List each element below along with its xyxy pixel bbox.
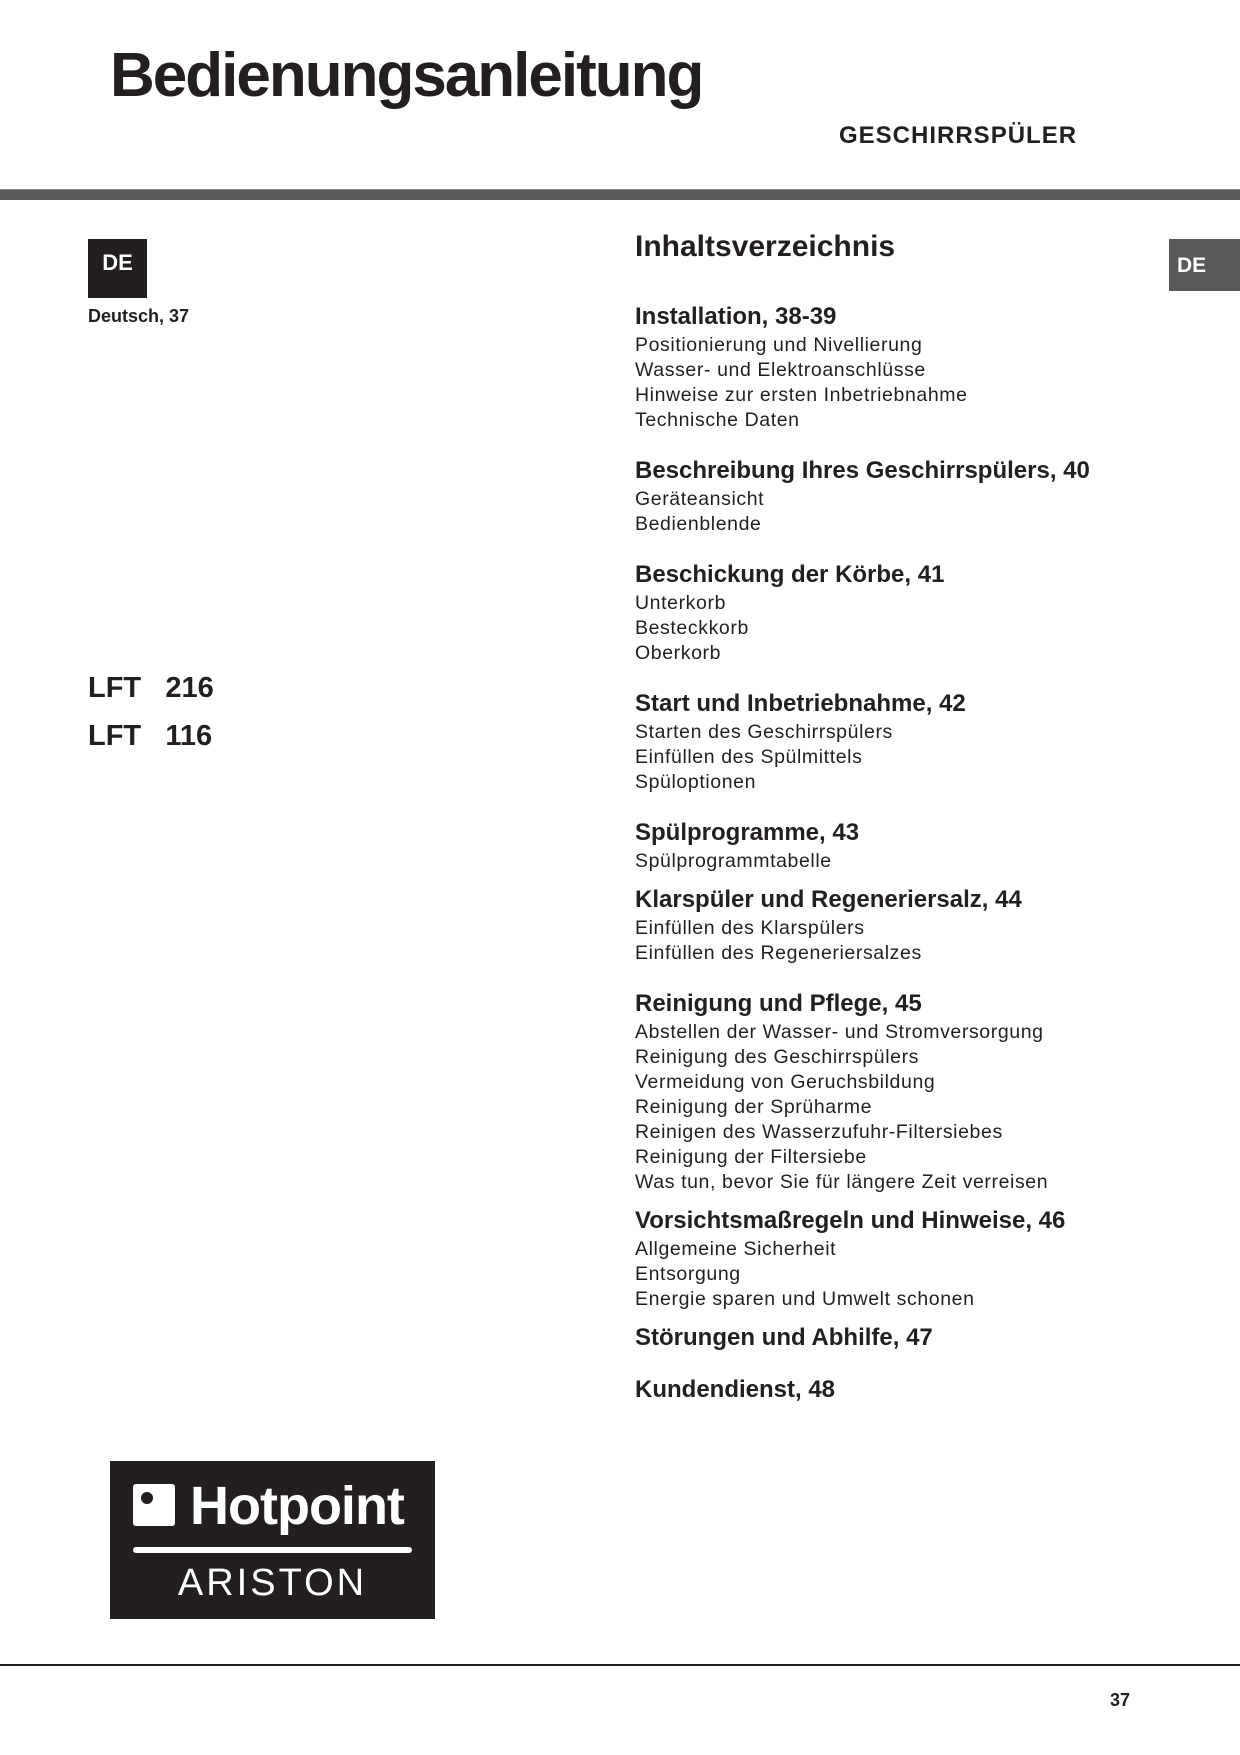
toc-item: Geräteansicht: [635, 488, 765, 510]
language-badge: DE: [88, 239, 147, 298]
language-label: Deutsch, 37: [88, 306, 190, 326]
toc-item: Bedienblende: [635, 513, 762, 535]
toc-item: Unterkorb: [635, 592, 727, 614]
toc-section-title: Beschickung der Körbe, 41: [635, 561, 945, 588]
toc-section: [635, 688, 1195, 795]
toc-item: Technische Daten: [635, 409, 800, 431]
toc-section-title: Vorsichtsmaßregeln und Hinweise, 46: [635, 1207, 1066, 1234]
toc-section-title: Klarspüler und Regeneriersalz, 44: [635, 886, 1022, 913]
toc-item: Was tun, bevor Sie für längere Zeit verreisen: [635, 1171, 1049, 1193]
toc-section: [635, 817, 1195, 874]
toc-section-title: Spülprogramme, 43: [635, 819, 860, 846]
toc-section: [635, 1374, 1195, 1406]
toc-item: Starten des Geschirrspülers: [635, 721, 893, 743]
document-title: Bedienungsanleitung: [110, 41, 703, 110]
toc-item: Besteckkorb: [635, 617, 749, 639]
header-divider: [0, 189, 1240, 200]
toc-item: Reinigung der Filtersiebe: [635, 1146, 867, 1168]
model-number: LFT 116: [88, 720, 213, 752]
toc-section: [635, 988, 1195, 1195]
toc-section: [635, 301, 1195, 433]
page-number: 37: [1110, 1690, 1131, 1710]
table-of-contents: [635, 285, 1195, 1406]
logo-brand-text: Hotpoint: [190, 1476, 404, 1536]
toc-item: Reinigung der Sprüharme: [635, 1096, 873, 1118]
toc-item: Reinigung des Geschirrspülers: [635, 1046, 920, 1068]
brand-logo: [110, 1461, 435, 1619]
toc-item: Einfüllen des Regeneriersalzes: [635, 942, 922, 964]
footer-divider: [0, 1664, 1240, 1666]
logo-divider: [133, 1547, 412, 1553]
logo-sub-text: ARISTON: [177, 1562, 368, 1604]
toc-item: Spüloptionen: [635, 771, 757, 793]
toc-section: [635, 559, 1195, 666]
toc-item: Abstellen der Wasser- und Stromversorgung: [635, 1021, 1044, 1043]
toc-item: Wasser- und Elektroanschlüsse: [635, 359, 926, 381]
toc-item: Einfüllen des Klarspülers: [635, 917, 865, 939]
toc-section-title: Beschreibung Ihres Geschirrspülers, 40: [635, 457, 1090, 484]
toc-section-title: Kundendienst, 48: [635, 1376, 836, 1403]
toc-section-title: Reinigung und Pflege, 45: [635, 990, 922, 1017]
toc-item: Entsorgung: [635, 1263, 741, 1285]
model-number: LFT 216: [88, 672, 214, 704]
language-side-tab: DE: [1169, 239, 1240, 291]
toc-section-title: Installation, 38-39: [635, 303, 837, 330]
toc-item: Energie sparen und Umwelt schonen: [635, 1288, 975, 1310]
toc-item: Hinweise zur ersten Inbetriebnahme: [635, 384, 968, 406]
toc-item: Oberkorb: [635, 642, 722, 664]
toc-section: [635, 455, 1195, 537]
toc-item: Vermeidung von Geruchsbildung: [635, 1071, 936, 1093]
toc-section-title: Start und Inbetriebnahme, 42: [635, 690, 966, 717]
toc-section: [635, 1205, 1195, 1312]
toc-section: [635, 1322, 1195, 1354]
product-category: GESCHIRRSPÜLER: [839, 122, 1078, 149]
hotpoint-logo-icon: [133, 1484, 175, 1526]
toc-item: Allgemeine Sicherheit: [635, 1238, 837, 1260]
toc-heading: Inhaltsverzeichnis: [635, 230, 896, 263]
toc-section: [635, 884, 1195, 966]
toc-section-title: Störungen und Abhilfe, 47: [635, 1324, 933, 1351]
toc-item: Positionierung und Nivellierung: [635, 334, 923, 356]
toc-item: Reinigen des Wasserzufuhr-Filtersiebes: [635, 1121, 1003, 1143]
toc-item: Spülprogrammtabelle: [635, 850, 832, 872]
toc-item: Einfüllen des Spülmittels: [635, 746, 863, 768]
